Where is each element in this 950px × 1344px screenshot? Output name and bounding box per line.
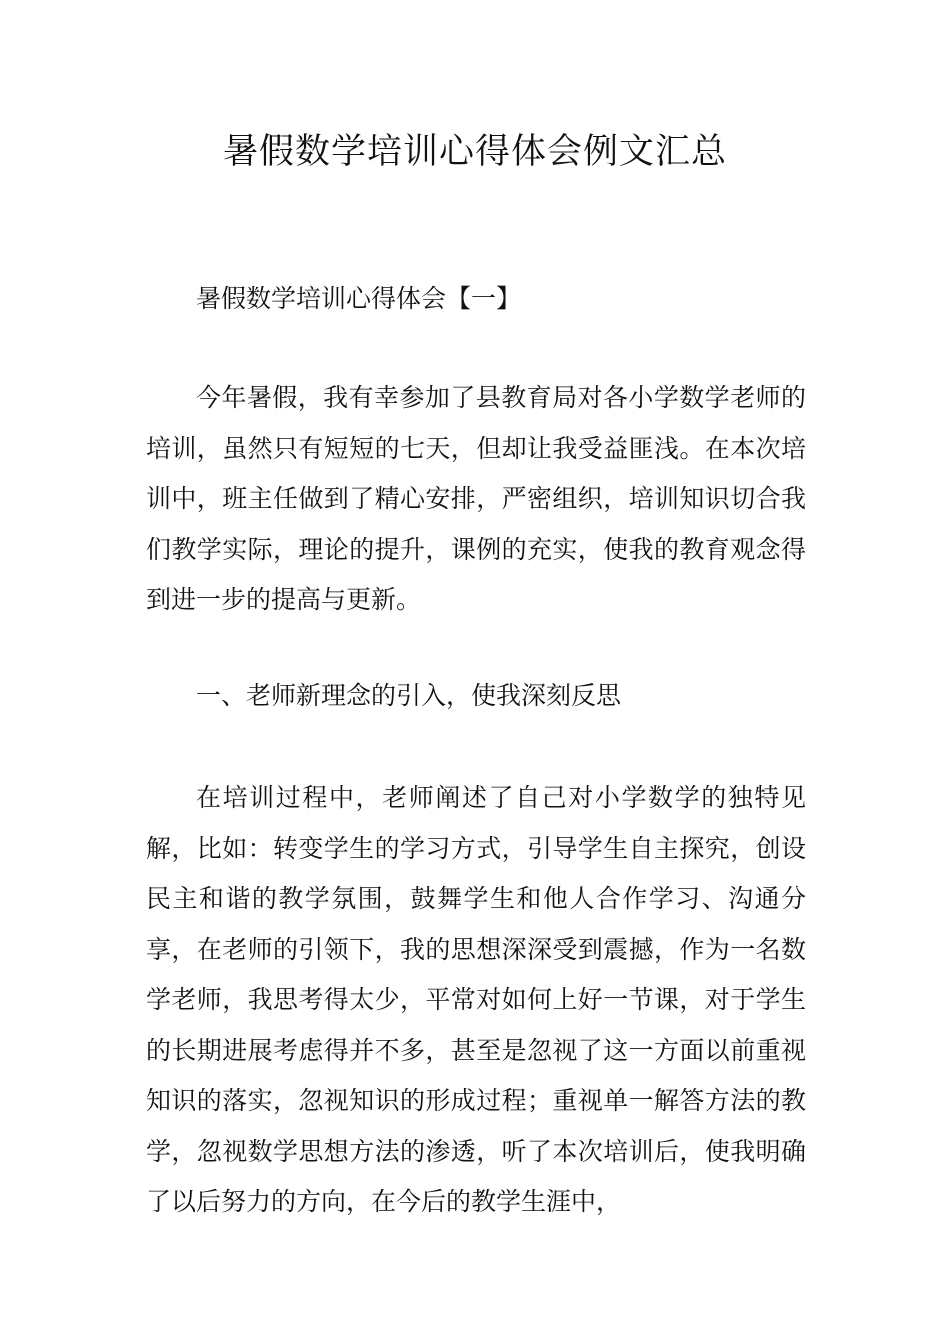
section-heading-1: 一、老师新理念的引入，使我深刻反思 — [196, 681, 622, 710]
paragraph-body: 在培训过程中，老师阐述了自己对小学数学的独特见解，比如：转变学生的学习方式，引导学生自主探究，创设民主和谐的教学氛围，鼓舞学生和他人合作学习、沟通分享，在老师的引领下，我的思想深深受到震撼，作为一名数学老师，我思考得太少，平常对如何上好一节课，对于学生的长期进展考虑得并不多，甚至是忽视了这一方面以前重视知识的落实，忽视知识的形成过程；重视单一解答方法的教学，忽视数学思想方法的渗透，听了本次培训后，使我明确了以后努力的方向，在今后的教学生涯中， — [146, 783, 806, 1216]
section-title: 暑假数学培训心得体会【一】 — [196, 284, 522, 313]
paragraph-intro: 今年暑假，我有幸参加了县教育局对各小学数学老师的培训，虽然只有短短的七天，但却让我受益匪浅。在本次培训中，班主任做到了精心安排，严密组织，培训知识切合我们教学实际，理论的提升，课例的充实，使我的教育观念得到进一步的提高与更新。 — [146, 383, 806, 614]
document-title: 暑假数学培训心得体会例文汇总 — [222, 132, 727, 172]
